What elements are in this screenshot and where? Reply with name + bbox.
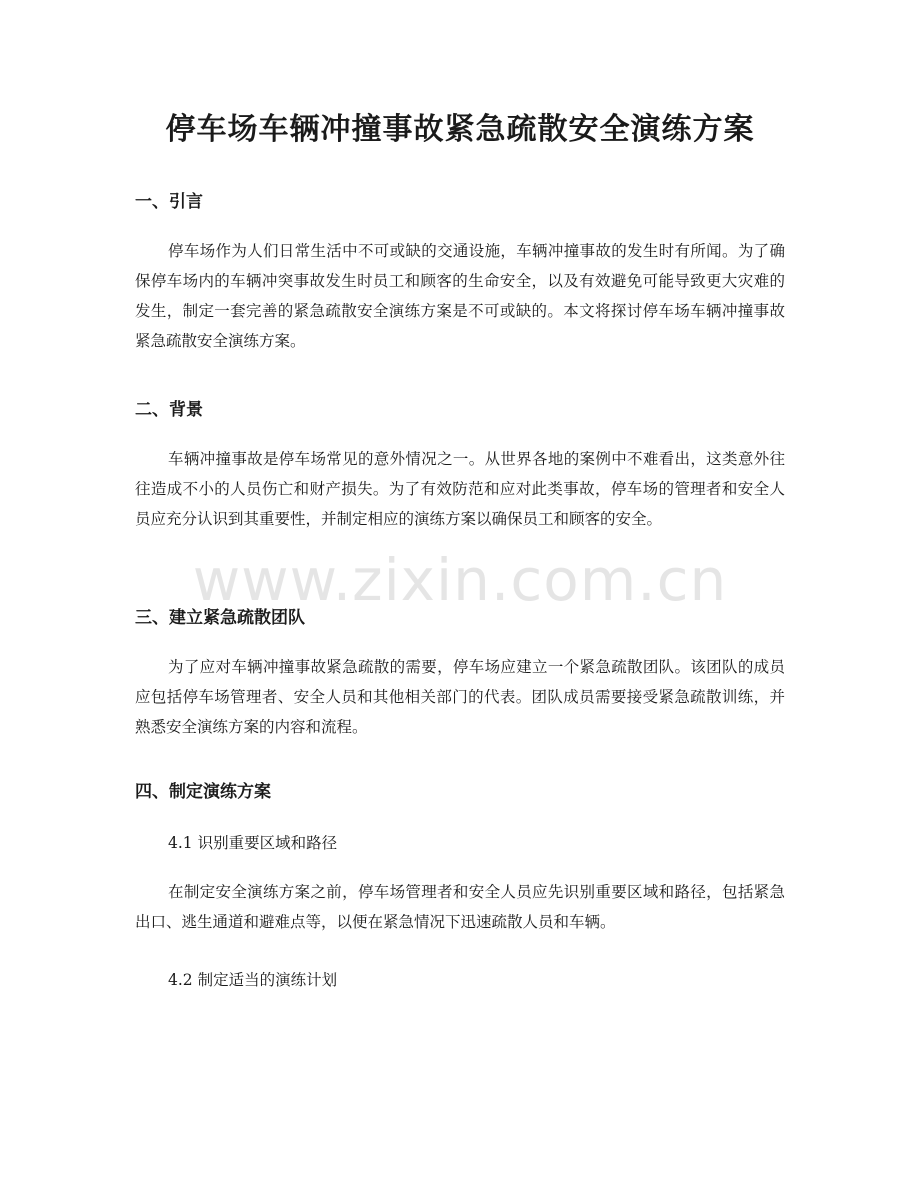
paragraph-intro: 停车场作为人们日常生活中不可或缺的交通设施，车辆冲撞事故的发生时有所闻。为了确保停车场内的车辆冲突事故发生时员工和顾客的生命安全，以及有效避免可能导致更大灾难的发生，制定一套完善的紧急疏散安全演练方案是不可或缺的。本文将探讨停车场车辆冲撞事故紧急疏散安全演练方案。	[135, 242, 785, 350]
paragraph-background: 车辆冲撞事故是停车场常见的意外情况之一。从世界各地的案例中不难看出，这类意外往往造成不小的人员伤亡和财产损失。为了有效防范和应对此类事故，停车场的管理者和安全人员应充分认识到其重要性，并制定相应的演练方案以确保员工和顾客的安全。	[135, 450, 785, 528]
subsection-title-4-2: 4.2 制定适当的演练计划	[168, 971, 338, 989]
section-heading-background: 二、背景	[135, 400, 203, 420]
section-heading-intro: 一、引言	[135, 192, 203, 212]
subsection-title-4-1: 4.1 识别重要区域和路径	[168, 834, 338, 852]
paragraph-team: 为了应对车辆冲撞事故紧急疏散的需要，停车场应建立一个紧急疏散团队。该团队的成员应包括停车场管理者、安全人员和其他相关部门的代表。团队成员需要接受紧急疏散训练，并熟悉安全演练方案的内容和流程。	[135, 658, 785, 736]
watermark: www.zixin.com.cn	[192, 546, 728, 614]
section-heading-plan: 四、制定演练方案	[135, 782, 271, 802]
document-title: 停车场车辆冲撞事故紧急疏散安全演练方案	[165, 112, 755, 147]
section-heading-team: 三、建立紧急疏散团队	[135, 608, 305, 628]
paragraph-4-1: 在制定安全演练方案之前，停车场管理者和安全人员应先识别重要区域和路径，包括紧急出口、逃生通道和避难点等，以便在紧急情况下迅速疏散人员和车辆。	[135, 883, 785, 931]
